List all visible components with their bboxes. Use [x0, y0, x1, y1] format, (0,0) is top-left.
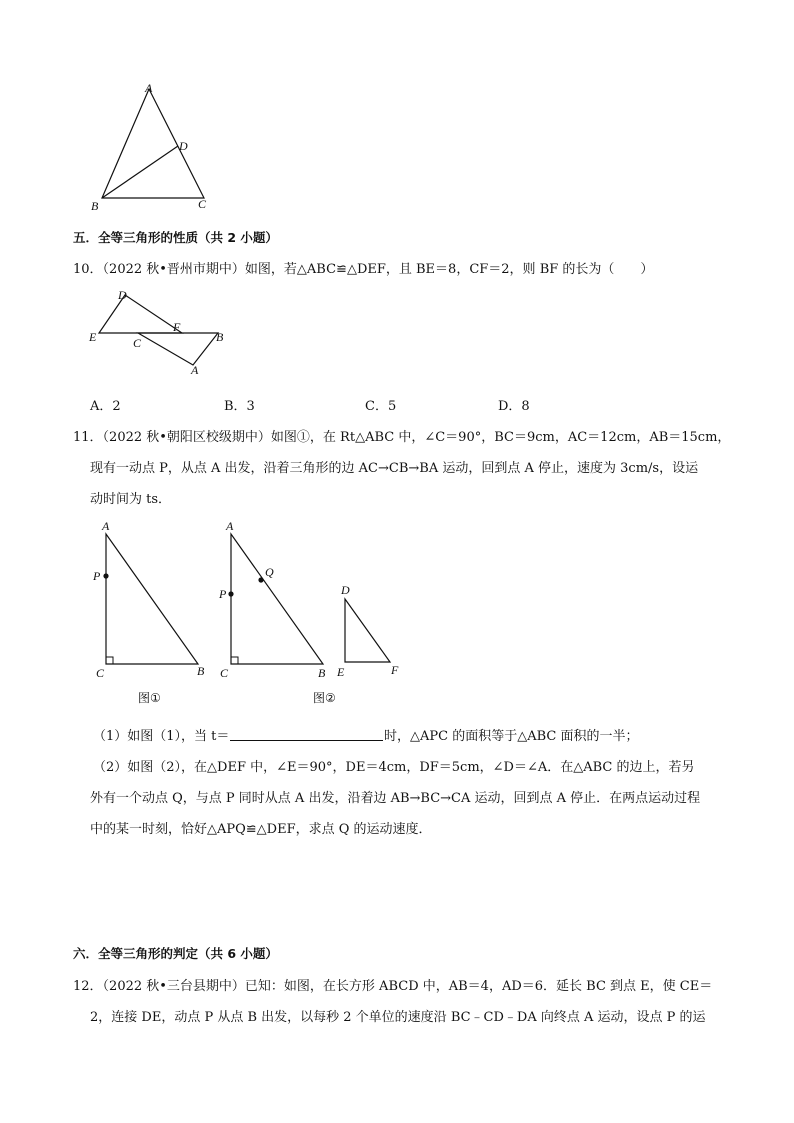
q11-sub1-prefix: （1）如图（1），当 t＝ — [93, 729, 230, 744]
label-c-q10: C — [133, 336, 142, 350]
label-b-q10: B — [216, 330, 224, 344]
q11-sub1-suffix: 时，△APC 的面积等于△ABC 面积的一半； — [384, 729, 639, 744]
figure-q10 — [85, 285, 235, 380]
label-d: D — [179, 139, 188, 153]
label-p-fig2: P — [219, 587, 227, 601]
figure-q11-2 — [215, 518, 345, 708]
label-q-fig2: Q — [265, 565, 274, 579]
label-b-fig2: B — [318, 666, 326, 680]
triangle-def — [99, 295, 182, 333]
label-f-fig3: F — [391, 663, 399, 677]
label-f-q10: F — [173, 320, 181, 334]
q10-stem: 10．（2022 秋•晋州市期中）如图，若△ABC≌△DEF，且 BE＝8，CF＝2，则 BF 的长为（ ） — [73, 262, 654, 277]
q11-line-2: 现有一动点 P，从点 A 出发，沿着三角形的边 AC→CB→BA 运动，回到点 A 停止，速度为 3cm/s，设运 — [90, 461, 699, 476]
figure-triangle-abd — [85, 80, 225, 215]
label-b: B — [91, 199, 99, 213]
q11-line-1: 11．（2022 秋•朝阳区校级期中）如图①，在 Rt△ABC 中，∠C＝90°，BC＝9cm，AC＝12cm，AB＝15cm， — [73, 430, 731, 445]
label-b-fig1: B — [197, 664, 205, 678]
q10-option-b[interactable]: B．3 — [224, 399, 255, 414]
label-p-fig1: P — [93, 569, 101, 583]
section-heading-6: 六．全等三角形的判定（共 6 小题） — [73, 946, 278, 961]
caption-fig2: 图② — [313, 691, 336, 705]
triangle-abc-q10 — [138, 333, 218, 365]
label-d-fig3: D — [341, 583, 350, 597]
label-a-q10: A — [191, 363, 199, 377]
q12-line-2: 2，连接 DE，动点 P 从点 B 出发，以每秒 2 个单位的速度沿 BC﹣CD﹣DA 向终点 A 运动，设点 P 的运 — [90, 1010, 706, 1025]
label-c: C — [198, 197, 207, 211]
label-e-fig3: E — [337, 665, 345, 679]
label-a-fig1: A — [102, 519, 110, 533]
right-angle-mark-fig1 — [106, 657, 113, 664]
label-a: A — [145, 81, 153, 95]
right-angle-mark-fig2 — [231, 657, 238, 664]
point-q-fig2 — [258, 577, 263, 582]
label-d-q10: D — [118, 288, 127, 302]
label-e-q10: E — [89, 330, 97, 344]
q11-sub2-line-1: （2）如图（2），在△DEF 中，∠E＝90°，DE＝4cm，DF＝5cm，∠D＝∠A．在△ABC 的边上，若另 — [93, 760, 695, 775]
label-a-fig2: A — [226, 519, 234, 533]
figure-q11-def — [332, 580, 412, 685]
triangle-abc — [102, 89, 204, 198]
point-p-fig2 — [228, 591, 233, 596]
q10-option-c[interactable]: C．5 — [365, 399, 397, 414]
q11-sub2-line-3: 中的某一时刻，恰好△APQ≌△DEF，求点 Q 的运动速度． — [90, 822, 432, 837]
point-p-fig1 — [103, 573, 108, 578]
triangle-def-fig — [345, 599, 390, 662]
figure-q11-1 — [90, 518, 220, 708]
caption-fig1: 图① — [138, 691, 161, 705]
q10-option-d[interactable]: D．8 — [498, 399, 530, 414]
section-heading-5: 五．全等三角形的性质（共 2 小题） — [73, 230, 278, 245]
triangle-abc-fig2 — [231, 534, 323, 664]
label-c-fig2: C — [220, 666, 229, 680]
q10-option-a[interactable]: A．2 — [90, 399, 121, 414]
q11-sub2-line-2: 外有一个动点 Q，与点 P 同时从点 A 出发，沿着边 AB→BC→CA 运动，回到点 A 停止．在两点运动过程 — [90, 791, 701, 806]
q11-line-3: 动时间为 ts． — [90, 492, 172, 507]
q11-answer-blank[interactable] — [230, 740, 383, 741]
q12-line-1: 12．（2022 秋•三台县期中）已知：如图，在长方形 ABCD 中，AB＝4，AD＝6．延长 BC 到点 E，使 CE＝ — [73, 979, 713, 994]
triangle-abc-fig1 — [106, 534, 198, 664]
label-c-fig1: C — [96, 666, 105, 680]
